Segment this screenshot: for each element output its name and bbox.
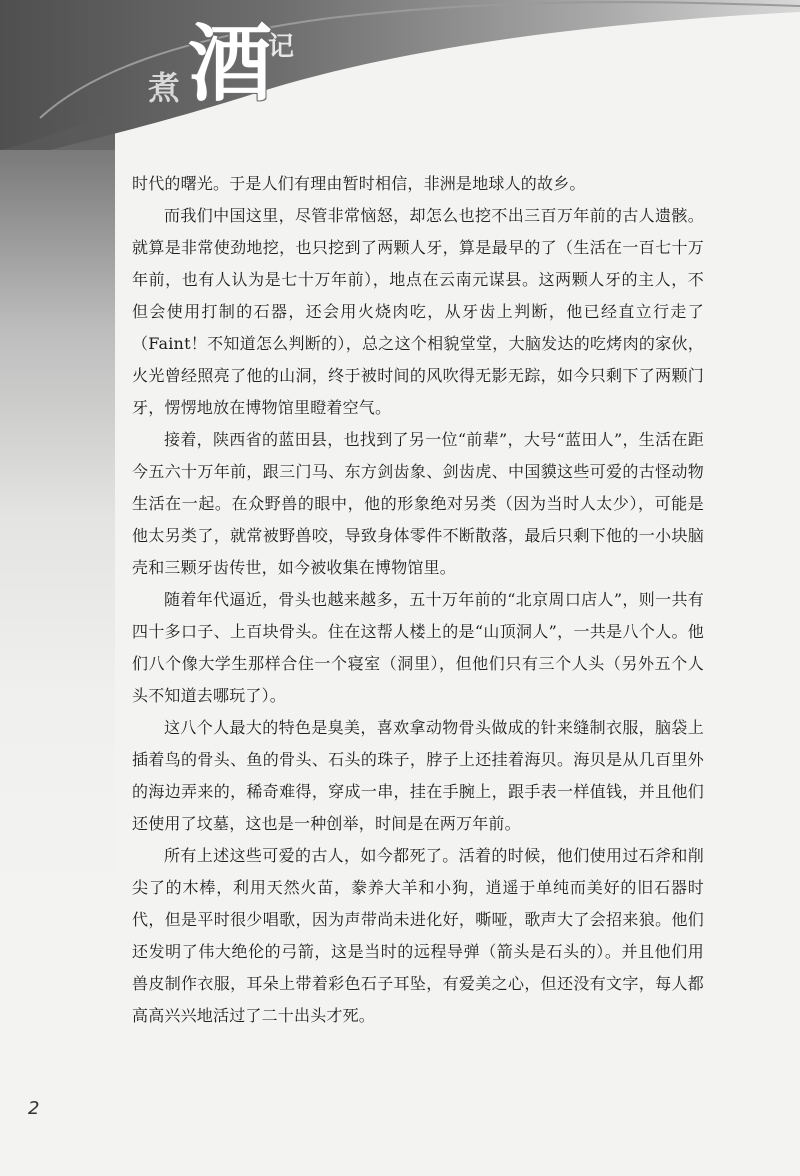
paragraph: 接着，陕西省的蓝田县，也找到了另一位“前辈”，大号“蓝田人”，生活在距今五六十万年前，跟三门马、东方剑齿象、剑齿虎、中国貘这些可爱的古怪动物生活在一起。在众野兽的眼中，他的形象绝对另类（因为当时人太少），可能是他太另类了，就常被野兽咬，导致身体零件不断散落，最后只剩下他的一小块脑壳和三颗牙齿传世，如今被收集在博物馆里。 [132, 430, 704, 577]
paragraph: 所有上述这些可爱的古人，如今都死了。活着的时候，他们使用过石斧和削尖了的木棒，利用天然火苗，豢养大羊和小狗，逍遥于单纯而美好的旧石器时代，但是平时很少唱歌，因为声带尚未进化好，嘶哑，歌声大了会招来狼。他们还发明了伟大绝伦的弓箭，这是当时的远程导弹（箭头是石头的）。并且他们用兽皮制作衣服，耳朵上带着彩色石子耳坠，有爱美之心，但还没有文字，每人都高高兴兴地活过了二十出头才死。 [132, 846, 704, 1025]
header-title [0, 0, 800, 150]
paragraph: 时代的曙光。于是人们有理由暂时相信，非洲是地球人的故乡。 [132, 174, 586, 193]
body-text [132, 168, 704, 1032]
margin-shading [0, 0, 115, 1176]
paragraph: 这八个人最大的特色是臭美，喜欢拿动物骨头做成的针来缝制衣服，脑袋上插着鸟的骨头、鱼的骨头、石头的珠子，脖子上还挂着海贝。海贝是从几百里外的海边弄来的，稀奇难得，穿成一串，挂在手腕上，跟手表一样值钱，并且他们还使用了坟墓，这也是一种创举，时间是在两万年前。 [132, 718, 704, 833]
paragraph: 而我们中国这里，尽管非常恼怒，却怎么也挖不出三百万年前的古人遗骸。就算是非常使劲地挖，也只挖到了两颗人牙，算是最早的了（生活在一百七十万年前，也有人认为是七十万年前），地点在云南元谋县。这两颗人牙的主人，不但会使用打制的石器，还会用火烧肉吃，从牙齿上判断，他已经直立行走了（Faint！不知道怎么判断的），总之这个相貌堂堂，大脑发达的吃烤肉的家伙，火光曾经照亮了他的山洞，终于被时间的风吹得无影无踪，如今只剩下了两颗门牙，愣愣地放在博物馆里瞪着空气。 [132, 206, 704, 417]
header-title-char-3: 记 [268, 32, 295, 62]
header-title-char-2: 酒 [188, 14, 273, 113]
header-title-char-1: 煮 [148, 69, 181, 107]
paragraph: 随着年代逼近，骨头也越来越多，五十万年前的“北京周口店人”，则一共有四十多口子、上百块骨头。住在这帮人楼上的是“山顶洞人”，一共是八个人。他们八个像大学生那样合住一个寝室（洞里），但他们只有三个人头（另外五个人头不知道去哪玩了）。 [132, 590, 704, 705]
page-number: 2 [28, 1098, 40, 1119]
